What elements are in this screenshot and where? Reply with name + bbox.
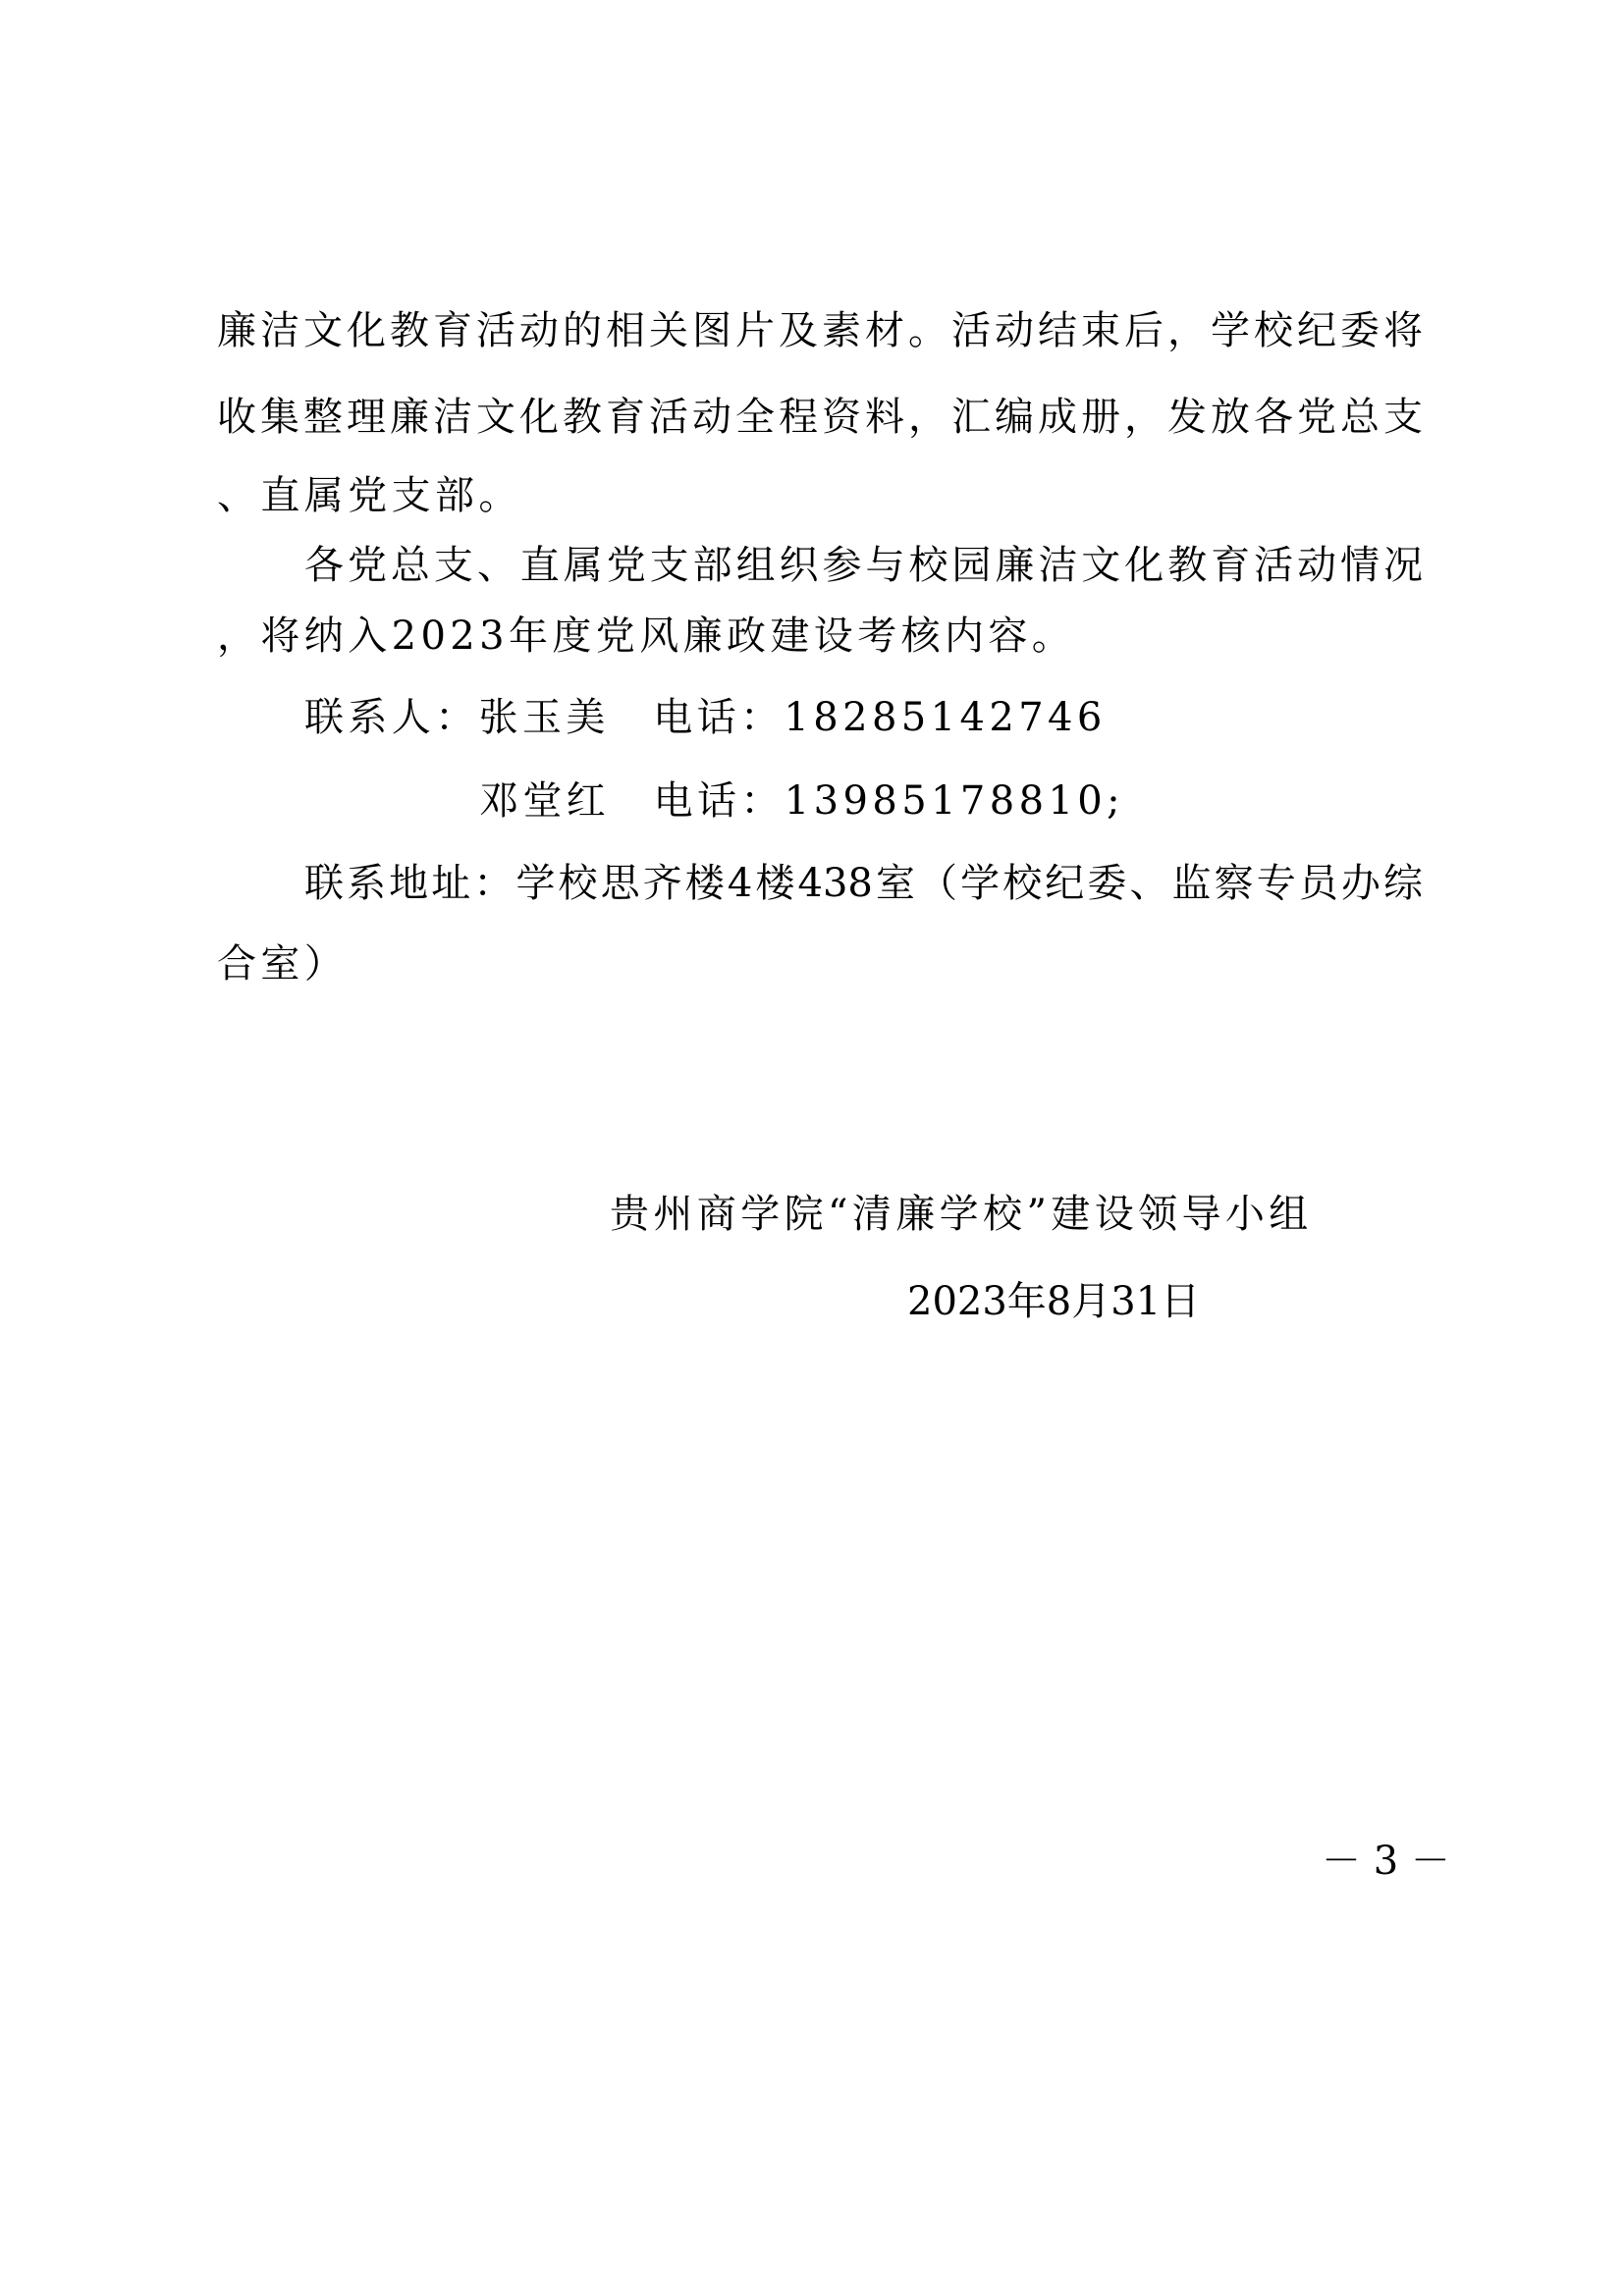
address-line-2: 合室） [217,941,349,987]
paragraph-1-line-1: 廉洁文化教育活动的相关图片及素材。活动结束后，学校纪委将 [217,308,1423,353]
paragraph-1-line-2: 收集整理廉洁文化教育活动全程资料，汇编成册，发放各党总支 [217,395,1423,440]
paragraph-2-line-1: 各党总支、直属党支部组织参与校园廉洁文化教育活动情况 [304,543,1423,588]
paragraph-1-line-3: 、直属党支部。 [217,473,522,518]
paragraph-2-line-2: ，将纳入2023年度党风廉政建设考核内容。 [217,614,1076,659]
address-line-1: 联系地址：学校思齐楼4楼438室（学校纪委、监察专员办综 [304,861,1423,906]
page-number: － 3 － [1322,1839,1450,1884]
signature-organization: 贵州商学院“清廉学校”建设领导小组 [610,1192,1313,1237]
contact-line-2: 邓堂红 电话：13985178810; [479,778,1125,824]
signature-date: 2023年8月31日 [907,1279,1201,1324]
contact-line-1: 联系人：张玉美 电话：18285142746 [304,695,1107,740]
